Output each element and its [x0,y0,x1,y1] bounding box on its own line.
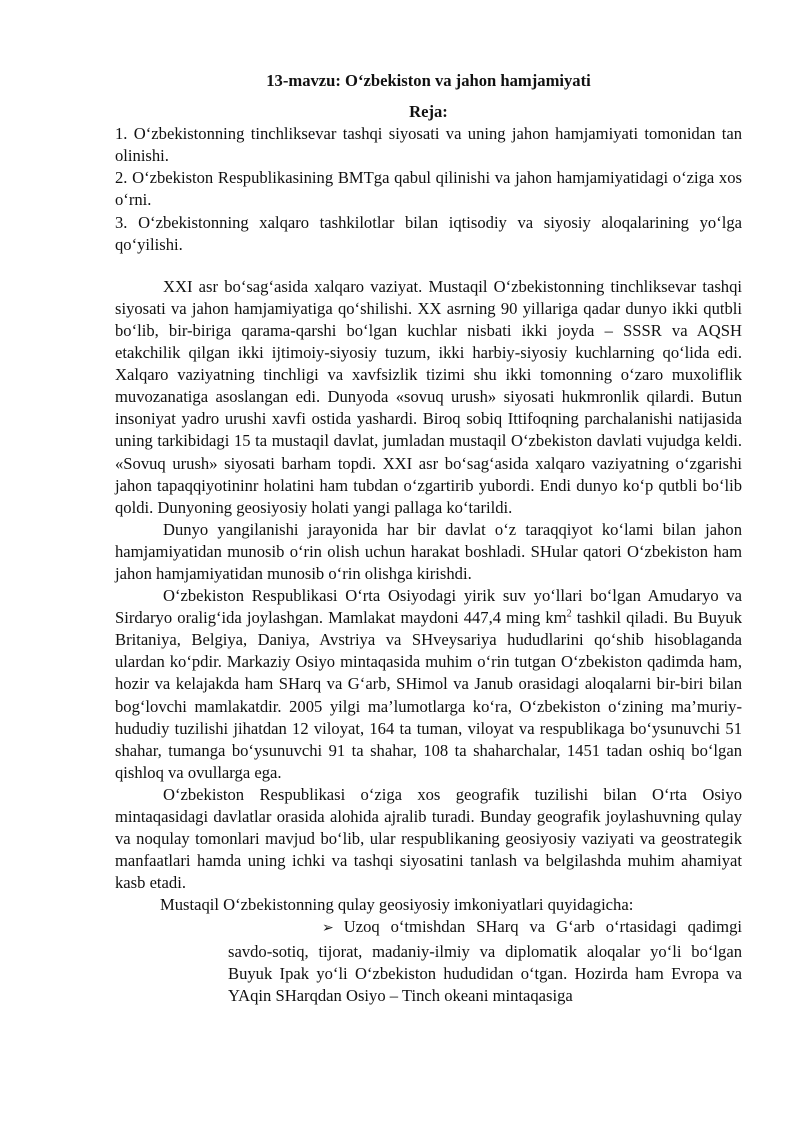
spacer [115,256,742,276]
paragraph-geography [115,585,742,784]
superscript-2: 2 [566,608,572,620]
plan-heading: Reja: [409,102,448,122]
bullet-item [228,916,742,1006]
paragraph-world-renewal: Dunyo yangilanishi jarayonida har bir davlat o‘z taraqqiyot ko‘lami bilan jahon hamjamiyatidan munosib o‘rin olish uchun harakat boshladi. SHular qatori O‘zbekiston ham jahon hamjamiyatidan munosib o‘rin olishga kirishdi. [115,519,742,583]
arrow-bullet-icon: ➢ [322,921,334,937]
bullet-text: Uzoq o‘tmishdan SHarq va G‘arb o‘rtasidagi qadimgi savdo-sotiq, tijorat, madaniy-ilmiy va diplomatik aloqalar yo‘li bo‘lgan Buyuk Ipak yo‘li O‘zbekiston hududidan o‘tgan. Hozirda ham Evropa va YAqin SHarqdan Osiyo – Tinch okeani mintaqasiga [228,917,742,1005]
geography-text-end: tashkil qiladi. Bu Buyuk Britaniya, Belgiya, Daniya, Avstriya va SHveysariya hududlarini qo‘shib hisoblaganda ulardan ko‘pdir. Markaziy Osiyo mintaqasida muhim o‘rin tutgan O‘zbekiston qadimda ham, hozir va kelajakda ham SHarq va G‘arb, SHimol va Janub orasidagi aloqalarni bir-biri bilan bog‘lovchi mamlakatdir. 2005 yilgi ma’lumotlarga ko‘ra, O‘zbekiston o‘zining ma’muriy-hududiy tuzilishi jihatdan 12 viloyat, 164 ta tuman, viloyat va respublikaga bo‘ysunuvchi 51 shahar, tumanga bo‘ysunuvchi 91 ta shahar, 108 ta shaharchalar, 1451 tadan oshiq bo‘lgan qishloq va ovullarga ega. [115,608,742,782]
geopolitical-opportunities-intro: Mustaqil O‘zbekistonning qulay geosiyosiy imkoniyatlari quyidagicha: [160,895,634,915]
plan-item-1: 1. O‘zbekistonning tinchliksevar tashqi siyosati va uning jahon hamjamiyati tomonidan tan olinishi. [115,124,742,166]
document-page [115,70,742,1007]
geography-text-start: O‘zbekiston Respublikasi O‘rta Osiyodagi yirik suv yo‘llari bo‘lgan Amudaryo va Sirdaryo oralig‘ida joylashgan. Mamlakat maydoni 447,4 ming km [115,586,742,628]
plan-item-2: 2. O‘zbekiston Respublikasining BMTga qabul qilinishi va jahon hamjamiyatidagi o‘ziga xos o‘rni. [115,168,742,210]
paragraph-international-situation: XXI asr bo‘sag‘asida xalqaro vaziyat. Mustaqil O‘zbekistonning tinchliksevar tashqi siyosati va jahon hamjamiyatiga qo‘shilishi. XX asrning 90 yillariga qadar dunyo ikki qutbli bo‘lib, bir-biriga qarama-qarshi bo‘lgan kuchlar nisbati ikki joyda – SSSR va AQSH etakchilik qilgan ikki ijtimoiy-siyosiy tuzum, ikki harbiy-siyosiy kuchlarning qo‘lida edi. Xalqaro vaziyatning tinchligi va xavfsizlik tizimi shu ikki tomonning o‘zaro muxoliflik muvozanatiga asoslangan edi. Dunyoda «sovuq urush» siyosati hukmronlik qilardi. Butun insoniyat yadro urushi xavfi ostida yashardi. Biroq sobiq Ittifoqning parchalanishi natijasida uning tarkibidagi 15 ta mustaqil davlat, jumladan mustaqil O‘zbekiston davlati vujudga keldi. «Sovuq urush» siyosati barham topdi. XXI asr bo‘sag‘asida xalqaro vaziyatning o‘zgarishi jahon tapaqqiyotininr holatini ham tubdan o‘zgartirib yubordi. Endi dunyo ko‘p qutbli bo‘lib qoldi. Dunyoning geosiyosiy holati yangi pallaga ko‘tarildi. [115,276,742,517]
topic-title: 13-mavzu: O‘zbekiston va jahon hamjamiyati [266,71,591,90]
paragraph-geographic-structure: O‘zbekiston Respublikasi o‘ziga xos geografik tuzilishi bilan O‘rta Osiyo mintaqasidagi davlatlar orasida alohida ajralib turadi. Bunday geografik joylashuvning qulay va noqulay tomonlari mavjud bo‘lib, ular respublikaning geosiyosiy vaziyati va geostrategik manfaatlari hamda uning ichki va tashqi siyosatini tanlash va belgilashda muhim ahamiyat kasb etadi. [115,784,742,893]
plan-item-3: 3. O‘zbekistonning xalqaro tashkilotlar bilan iqtisodiy va siyosiy aloqalarining yo‘lga qo‘yilishi. [115,212,742,254]
